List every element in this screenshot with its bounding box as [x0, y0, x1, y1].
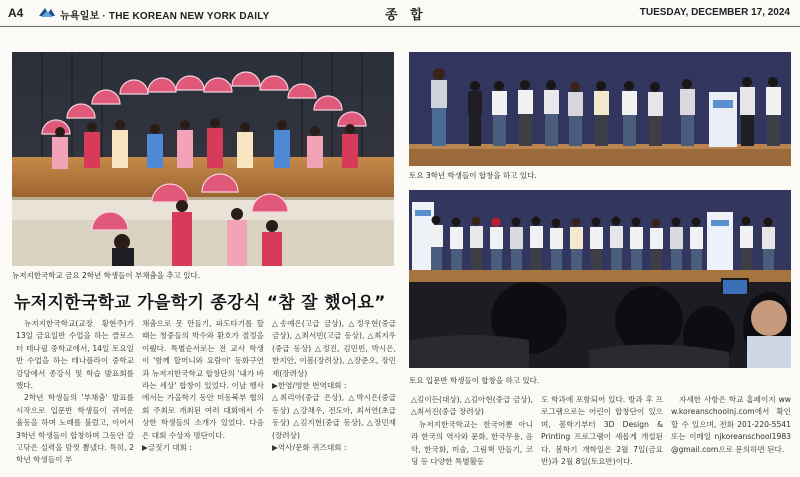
article-column-2: [142, 318, 264, 454]
article-column-4: [411, 394, 533, 468]
article-column-3: [272, 318, 396, 454]
newspaper-logo-icon: [38, 5, 56, 19]
award-list: △최리아(중급 은상), △박시은(중급 동상) △강채우, 전도아, 최서연(초급 동상) △김지현(중급 동상), △장민재(장려상): [272, 393, 396, 440]
article-column-1: [16, 318, 134, 467]
photo-caption-top-right: 토요 3학년 학생들이 합창을 하고 있다.: [409, 171, 537, 180]
photo-beginner-choir: [409, 190, 791, 368]
photo-caption-bottom-right: 토요 입문반 학생들이 합창을 하고 있다.: [409, 376, 540, 385]
page-number: A4: [8, 6, 24, 20]
issue-date: TUESDAY, DECEMBER 17, 2024: [639, 7, 790, 18]
photo-caption-main: 뉴저지한국학교 금요 2학년 학생들이 부채춤을 추고 있다.: [12, 271, 201, 280]
award-heading-essay: ▶글짓기 대회 :: [142, 443, 192, 453]
paragraph: 뉴저지한국학교(교장 황현주)가 13일 금요일반 수업을 하는 클로스터 테나필 중학교에서, 14일 토요일반 수업을 하는 테나플라이 중학교 강당에서 종강식 및 학습 발표회를 했다.: [16, 319, 134, 391]
award-list: △송예은(고급 금상), △정우현(중급 금상), △최서빈(고급 동상), △최지우(중급 동상) △정진, 김민빈, 박시은, 한지안, 이봄(장려상), △장준오, 장민재(장려상): [272, 319, 396, 378]
photo-fan-dance: [12, 52, 394, 266]
article-column-5: [541, 394, 663, 468]
award-heading-translation: ▶한영/영한 번역대회 :: [272, 381, 347, 391]
section-title: 종 합: [385, 8, 427, 23]
award-heading-quiz: ▶역사/문화 퀴즈대회 :: [272, 443, 347, 453]
paragraph: 2학년 학생들의 '부채춤' 발표를 시작으로 입문반 학생들이 귀여운 율동을 하며 노래를 불렀고, 이어서 3학년 학생들이 합창하며 그동안 갈고닦은 실력을 맘껏 뽐냈다. 특히, 2학년 학생들이 부: [16, 393, 134, 465]
paragraph: 채춤으로 못 만들기, 파도타기를 할 때는 청중들의 박수와 환호가 절정을 이뤘다. 특별순서로는 전 교사 학생이 '함께 할머니와 요람이' 동화구연과 뉴저지한국학교 합창단의 '내가 바라는 세상' 합창이 있었다. 이날 행사에서는 가을학기 동안 미동북부 협의회 주최로 개최된 여러 대회에서 수상한 학생들의 소개가 있었다. 다음은 대회 수상자 명단이다.: [142, 319, 264, 440]
award-list: △김이든(대상), △김아현(중급 금상), △최서진(중급 장려상): [411, 395, 533, 417]
photo-grade3-choir: [409, 52, 791, 166]
paragraph: 도 학과에 포함되어 있다. 방과 후 프로그램으로는 어린이 합창단이 있으며, 봄학기부터 3D Design & Printing 프로그램이 새롭게 개설된다. 봄학기 개학일은 2월 7일(금요반)과 2월 8일(토요반)이다.: [541, 395, 663, 467]
article-headline: 뉴저지한국학교 가을학기 종강식 “참 잘 했어요”: [14, 293, 386, 313]
paragraph: 자세한 사항은 학교 홈페이지 www.koreanschoolnj.com에서 확인할 수 있으며, 전화 201-220-5541 또는 이메일 njkoreanschool1983@gmail.com으로 문의하면 된다.: [671, 395, 791, 454]
masthead: [0, 0, 800, 27]
newspaper-name: 뉴욕일보 · THE KOREAN NEW YORK DAILY: [60, 11, 270, 22]
article-column-6: [671, 394, 791, 456]
paragraph: 뉴저지한국학교는 한국어뿐 아니라 한국의 역사와 문화, 한국무용, 음악, 한국화, 미술, 그림책 만들기, 코딩 등 다양한 특별활동: [411, 419, 533, 467]
